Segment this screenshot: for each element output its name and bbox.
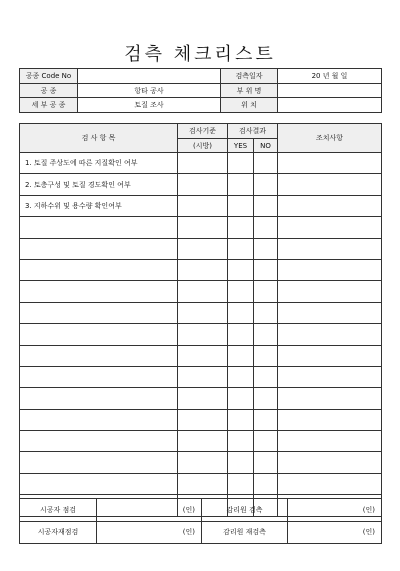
checklist-row (20, 302, 382, 323)
checklist-row (20, 388, 382, 409)
check-item (20, 409, 178, 430)
yes-cell[interactable] (228, 431, 254, 452)
yes-cell[interactable] (228, 473, 254, 494)
yes-cell[interactable] (228, 302, 254, 323)
checklist-row (20, 259, 382, 280)
action-cell[interactable] (278, 409, 382, 430)
info-label-2: 부 위 명 (221, 83, 278, 98)
check-item: 3. 지하수위 및 용수량 확인여부 (20, 195, 178, 216)
no-cell[interactable] (254, 452, 278, 473)
criteria-cell[interactable] (178, 473, 228, 494)
action-cell[interactable] (278, 174, 382, 195)
checklist-row (20, 153, 382, 174)
criteria-sub-header: (시방) (178, 139, 228, 153)
item-header: 검 사 항 목 (20, 124, 178, 153)
criteria-cell[interactable] (178, 452, 228, 473)
no-cell[interactable] (254, 217, 278, 238)
action-cell[interactable] (278, 281, 382, 302)
info-label: 공 종 (20, 83, 78, 98)
checklist-row (20, 217, 382, 238)
checklist-row (20, 409, 382, 430)
no-cell[interactable] (254, 281, 278, 302)
check-item (20, 366, 178, 387)
checklist-row (20, 345, 382, 366)
seal-mark-2[interactable]: (인) (288, 521, 382, 544)
info-value-2[interactable] (278, 83, 382, 98)
checklist-table (19, 123, 382, 517)
criteria-cell[interactable] (178, 174, 228, 195)
yes-cell[interactable] (228, 366, 254, 387)
signature-label: 시공자 점검 (20, 499, 97, 522)
check-item (20, 259, 178, 280)
info-value-2[interactable]: 20 년 월 일 (278, 69, 382, 84)
check-item (20, 217, 178, 238)
action-cell[interactable] (278, 217, 382, 238)
yes-cell[interactable] (228, 174, 254, 195)
no-cell[interactable] (254, 259, 278, 280)
yes-cell[interactable] (228, 345, 254, 366)
info-table (19, 68, 382, 113)
checklist-row (20, 431, 382, 452)
yes-cell[interactable] (228, 217, 254, 238)
seal-mark-2[interactable]: (인) (288, 499, 382, 522)
criteria-cell[interactable] (178, 217, 228, 238)
action-cell[interactable] (278, 345, 382, 366)
action-header: 조치사항 (278, 124, 382, 153)
yes-cell[interactable] (228, 195, 254, 216)
page-title: 검측 체크리스트 (124, 44, 276, 65)
check-item (20, 238, 178, 259)
no-cell[interactable] (254, 345, 278, 366)
result-header: 검사결과 (228, 124, 278, 139)
check-item: 2. 토층구성 및 토질 경도확인 여부 (20, 174, 178, 195)
info-label-2: 검측일자 (221, 69, 278, 84)
no-cell[interactable] (254, 324, 278, 345)
no-header: NO (254, 139, 278, 153)
checklist-row (20, 324, 382, 345)
no-cell[interactable] (254, 388, 278, 409)
yes-cell[interactable] (228, 452, 254, 473)
signature-label: 시공자재점검 (20, 521, 97, 544)
no-cell[interactable] (254, 238, 278, 259)
signature-label-2: 감리원 재검측 (202, 521, 288, 544)
no-cell[interactable] (254, 431, 278, 452)
check-item (20, 431, 178, 452)
checklist-row (20, 452, 382, 473)
action-cell[interactable] (278, 238, 382, 259)
signature-table (19, 498, 382, 544)
yes-cell[interactable] (228, 153, 254, 174)
no-cell[interactable] (254, 409, 278, 430)
criteria-cell[interactable] (178, 238, 228, 259)
info-label: 세 부 공 종 (20, 98, 78, 113)
check-item (20, 473, 178, 494)
criteria-cell[interactable] (178, 195, 228, 216)
action-cell[interactable] (278, 431, 382, 452)
no-cell[interactable] (254, 195, 278, 216)
yes-cell[interactable] (228, 324, 254, 345)
info-label-2: 위 치 (221, 98, 278, 113)
seal-mark[interactable]: (인) (97, 499, 202, 522)
check-item (20, 345, 178, 366)
criteria-cell[interactable] (178, 388, 228, 409)
yes-cell[interactable] (228, 238, 254, 259)
check-item (20, 388, 178, 409)
action-cell[interactable] (278, 452, 382, 473)
criteria-cell[interactable] (178, 366, 228, 387)
info-value[interactable] (78, 69, 221, 84)
yes-cell[interactable] (228, 388, 254, 409)
check-item (20, 281, 178, 302)
checklist-row (20, 281, 382, 302)
check-item: 1. 토질 주상도에 따른 지질확인 여부 (20, 153, 178, 174)
action-cell[interactable] (278, 324, 382, 345)
action-cell[interactable] (278, 195, 382, 216)
check-item (20, 452, 178, 473)
checklist-row (20, 174, 382, 195)
checklist-row (20, 366, 382, 387)
seal-mark[interactable]: (인) (97, 521, 202, 544)
yes-header: YES (228, 139, 254, 153)
criteria-cell[interactable] (178, 281, 228, 302)
criteria-cell[interactable] (178, 431, 228, 452)
signature-label-2: 감리원 검측 (202, 499, 288, 522)
yes-cell[interactable] (228, 259, 254, 280)
criteria-cell[interactable] (178, 345, 228, 366)
action-cell[interactable] (278, 153, 382, 174)
action-cell[interactable] (278, 366, 382, 387)
info-row (20, 69, 382, 84)
info-label: 공종 Code No (20, 69, 78, 84)
no-cell[interactable] (254, 302, 278, 323)
signature-row (20, 521, 382, 544)
action-cell[interactable] (278, 302, 382, 323)
criteria-cell[interactable] (178, 259, 228, 280)
info-value[interactable]: 토질 조사 (78, 98, 221, 113)
criteria-cell[interactable] (178, 409, 228, 430)
info-value[interactable]: 항타 공사 (78, 83, 221, 98)
yes-cell[interactable] (228, 409, 254, 430)
check-item (20, 302, 178, 323)
checklist-row (20, 473, 382, 494)
criteria-cell[interactable] (178, 324, 228, 345)
checklist-row (20, 195, 382, 216)
signature-row (20, 499, 382, 522)
no-cell[interactable] (254, 153, 278, 174)
action-cell[interactable] (278, 388, 382, 409)
criteria-cell[interactable] (178, 302, 228, 323)
criteria-header: 검사기준 (178, 124, 228, 139)
info-row (20, 98, 382, 113)
action-cell[interactable] (278, 259, 382, 280)
criteria-cell[interactable] (178, 153, 228, 174)
info-row (20, 83, 382, 98)
no-cell[interactable] (254, 473, 278, 494)
check-item (20, 324, 178, 345)
checklist-row (20, 238, 382, 259)
no-cell[interactable] (254, 366, 278, 387)
no-cell[interactable] (254, 174, 278, 195)
action-cell[interactable] (278, 473, 382, 494)
yes-cell[interactable] (228, 281, 254, 302)
info-value-2[interactable] (278, 98, 382, 113)
